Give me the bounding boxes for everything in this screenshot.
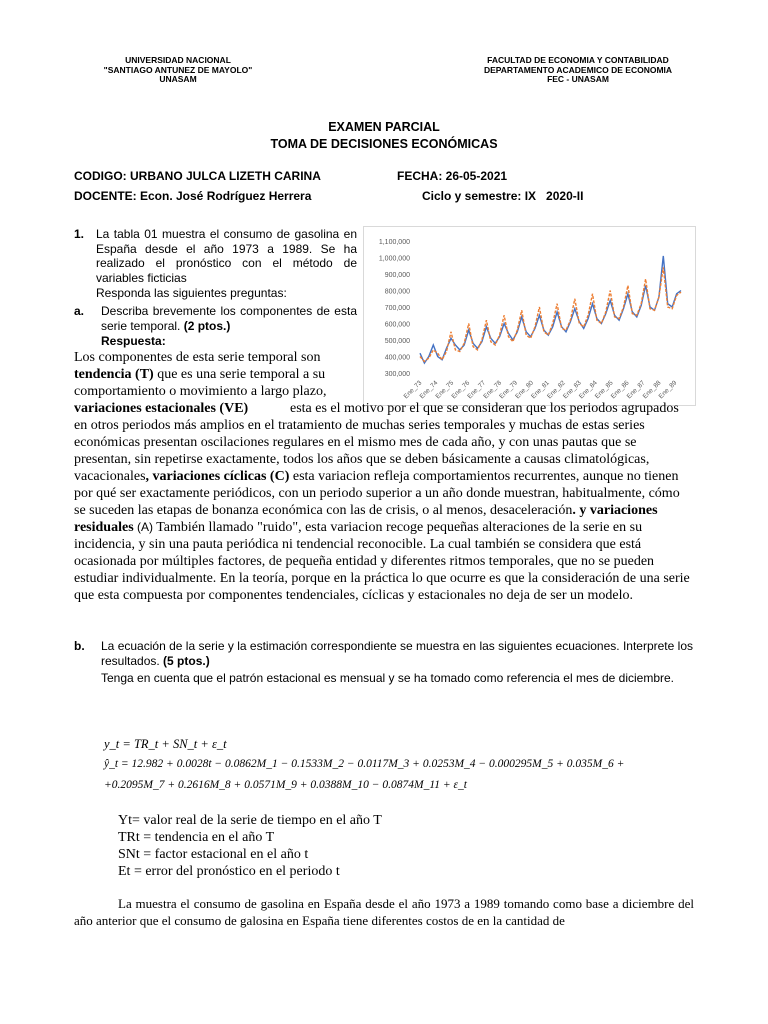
definition-trt: TRt = tendencia en el año T: [118, 830, 275, 845]
question-number: 1.: [74, 227, 85, 241]
y-tick-label: 1,000,000: [378, 255, 410, 263]
course-title: TOMA DE DECISIONES ECONÓMICAS: [270, 137, 498, 151]
definition-snt: SNt = factor estacional en el año t: [118, 847, 309, 862]
x-tick-label: Ene_76: [450, 379, 472, 401]
x-tick-label: Ene_88: [641, 379, 663, 401]
cycle-semester: Ciclo y semestre: IX 2020-II: [422, 189, 584, 203]
y-tick-label: 900,000: [384, 272, 410, 279]
header-left: [88, 56, 268, 85]
sub-question-b-points: (5 ptos.): [163, 653, 210, 668]
faculty-acronym: FEC - UNASAM: [547, 74, 609, 84]
x-tick-label: Ene_79: [498, 379, 520, 401]
x-tick-label: Ene_81: [530, 379, 551, 401]
sub-question-b-text: [101, 639, 693, 668]
sub-question-a-letter: a.: [74, 304, 85, 318]
university-name: UNIVERSIDAD NACIONAL: [125, 55, 231, 65]
sub-question-b-letter: b.: [74, 639, 85, 653]
exam-date: FECHA: 26-05-2021: [397, 169, 508, 183]
x-tick-label: Ene_73: [402, 379, 424, 401]
faculty-name: FACULTAD DE ECONOMIA Y CONTABILIDAD: [487, 55, 669, 65]
x-tick-label: Ene_83: [561, 379, 583, 401]
y-tick-label: 600,000: [384, 321, 410, 329]
equation-model: y_t = TR_t + SN_t + ε_t: [104, 737, 227, 751]
cyclical-label: , variaciones cíclicas (C): [145, 469, 290, 484]
series-line-1: [420, 256, 681, 363]
series-line-2: [420, 267, 681, 361]
y-tick-label: 1,100,000: [378, 239, 410, 246]
y-tick-label: 800,000: [384, 288, 410, 296]
sub-question-a-body: Describa brevemente los componentes de esta serie temporal.: [101, 304, 357, 333]
x-tick-label: Ene_85: [593, 379, 615, 401]
chart-svg: [364, 227, 695, 405]
exam-title: EXAMEN PARCIAL: [328, 120, 440, 134]
university-acronym: UNASAM: [159, 74, 197, 84]
x-tick-label: Ene_87: [625, 379, 647, 401]
answer-text-wide: [74, 400, 692, 604]
x-tick-label: Ene_74: [418, 379, 440, 401]
university-subname: "SANTIAGO ANTUNEZ DE MAYOLO": [103, 64, 253, 75]
x-tick-label: Ene_80: [514, 379, 535, 401]
y-tick-label: 500,000: [384, 338, 410, 345]
definition-yt: Yt= valor real de la serie de tiempo en el año T: [118, 813, 382, 828]
x-tick-label: Ene_84: [577, 379, 599, 401]
x-tick-label: Ene_77: [466, 379, 488, 401]
answer-p2: que es una serie temporal a su comportamiento o movimiento a largo plazo,: [74, 367, 327, 399]
answer-p4: esta variacion refleja comportamientos recurrentes, aunque no tienen por qué ser exactamente periódicos, con un periodo superior a un año donde muestran, habitualmente, cómo se suceden las etapas de bonanza económica con las de crisis, o al menos, desaceleración: [74, 469, 680, 518]
residual-label: . y variaciones residuales: [74, 503, 658, 535]
x-tick-label: Ene_82: [546, 379, 567, 401]
seasonal-label: variaciones estacionales (VE): [74, 401, 249, 416]
equation-estimate-line2: +0.2095M_7 + 0.2616M_8 + 0.0571M_9 + 0.0388M_10 − 0.0874M_11 + ε_t: [104, 779, 467, 791]
question-instruction: Responda las siguientes preguntas:: [96, 286, 287, 300]
department-name: DEPARTAMENTO ACADEMICO DE ECONOMIA: [483, 64, 673, 75]
sub-question-a-points: (2 ptos.): [183, 318, 231, 333]
sub-question-b-note: Tenga en cuenta que el patrón estacional es mensual y se ha tomado como referencia el mes de diciembre.: [101, 671, 674, 685]
y-tick-label: 300,000: [384, 371, 410, 378]
question-text: La tabla 01 muestra el consumo de gasolina en España desde el año 1973 a 1989. Se ha realizado el pronóstico con el método de variables ficticias: [96, 227, 357, 285]
gasoline-chart: [363, 226, 696, 406]
teacher: DOCENTE: Econ. José Rodríguez Herrera: [74, 189, 312, 203]
x-tick-label: Ene_78: [482, 379, 504, 401]
y-tick-label: 700,000: [384, 305, 410, 312]
equation-estimate-line1: ŷ_t = 12.982 + 0.0028t − 0.0862M_1 − 0.1533M_2 − 0.0117M_3 + 0.0253M_4 − 0.000295M_5 + 0.035M_6 +: [104, 758, 625, 770]
sub-question-b-body: La ecuación de la serie y la estimación correspondiente se muestra en las siguientes ecuaciones. Interprete los resultados.: [101, 639, 693, 668]
residual-a: (A): [133, 520, 153, 534]
closing-paragraph: La muestra el consumo de gasolina en España desde el año 1973 a 1989 tomando como base a diciembre del año anterior que el consumo de galosina en España tiene diferentes costos de en la cantidad de: [74, 896, 694, 928]
answer-label: Respuesta:: [101, 334, 166, 348]
y-tick-label: 400,000: [384, 354, 410, 362]
answer-p1: Los componentes de esta serie temporal son: [74, 350, 321, 365]
sub-question-a-text: [101, 304, 357, 333]
trend-label: tendencia (T): [74, 367, 154, 382]
header-right: [458, 56, 698, 85]
definition-et: Et = error del pronóstico en el periodo t: [118, 864, 340, 879]
answer-p5: También llamado "ruido", esta variacion recoge pequeñas alteraciones de la serie en su incidencia, y sin una pauta periódica ni tendencial reconocible. La cual también se considera que está ocasionada por múltiples factores, de pequeña entidad y diferentes ritmos temporales, que no se pueden estudiar individualmente. En la teoría, porque en la práctica lo que ocurre es que la consideración de una serie que esta compuesta por componentes tendenciales, cíclicas y estacionales no deja de ser un modelo.: [74, 520, 690, 603]
x-tick-label: Ene_75: [434, 379, 456, 401]
x-tick-label: Ene_86: [609, 379, 631, 401]
answer-p3: esta es el motivo por el que se consideran que los periodos agrupados en otros periodos más amplios en el tratamiento de muchas series temporales y muchas de estas series económicas presentan oscilaciones regulares en el mismo mes de cada año, y con unas pautas que se presentan, sin repetirse exactamente, todos los años que se deben básicamente a causas climatológicas, vacacionales: [74, 401, 679, 484]
student-code: CODIGO: URBANO JULCA LIZETH CARINA: [74, 169, 321, 183]
x-tick-label: Ene_89: [657, 379, 679, 401]
